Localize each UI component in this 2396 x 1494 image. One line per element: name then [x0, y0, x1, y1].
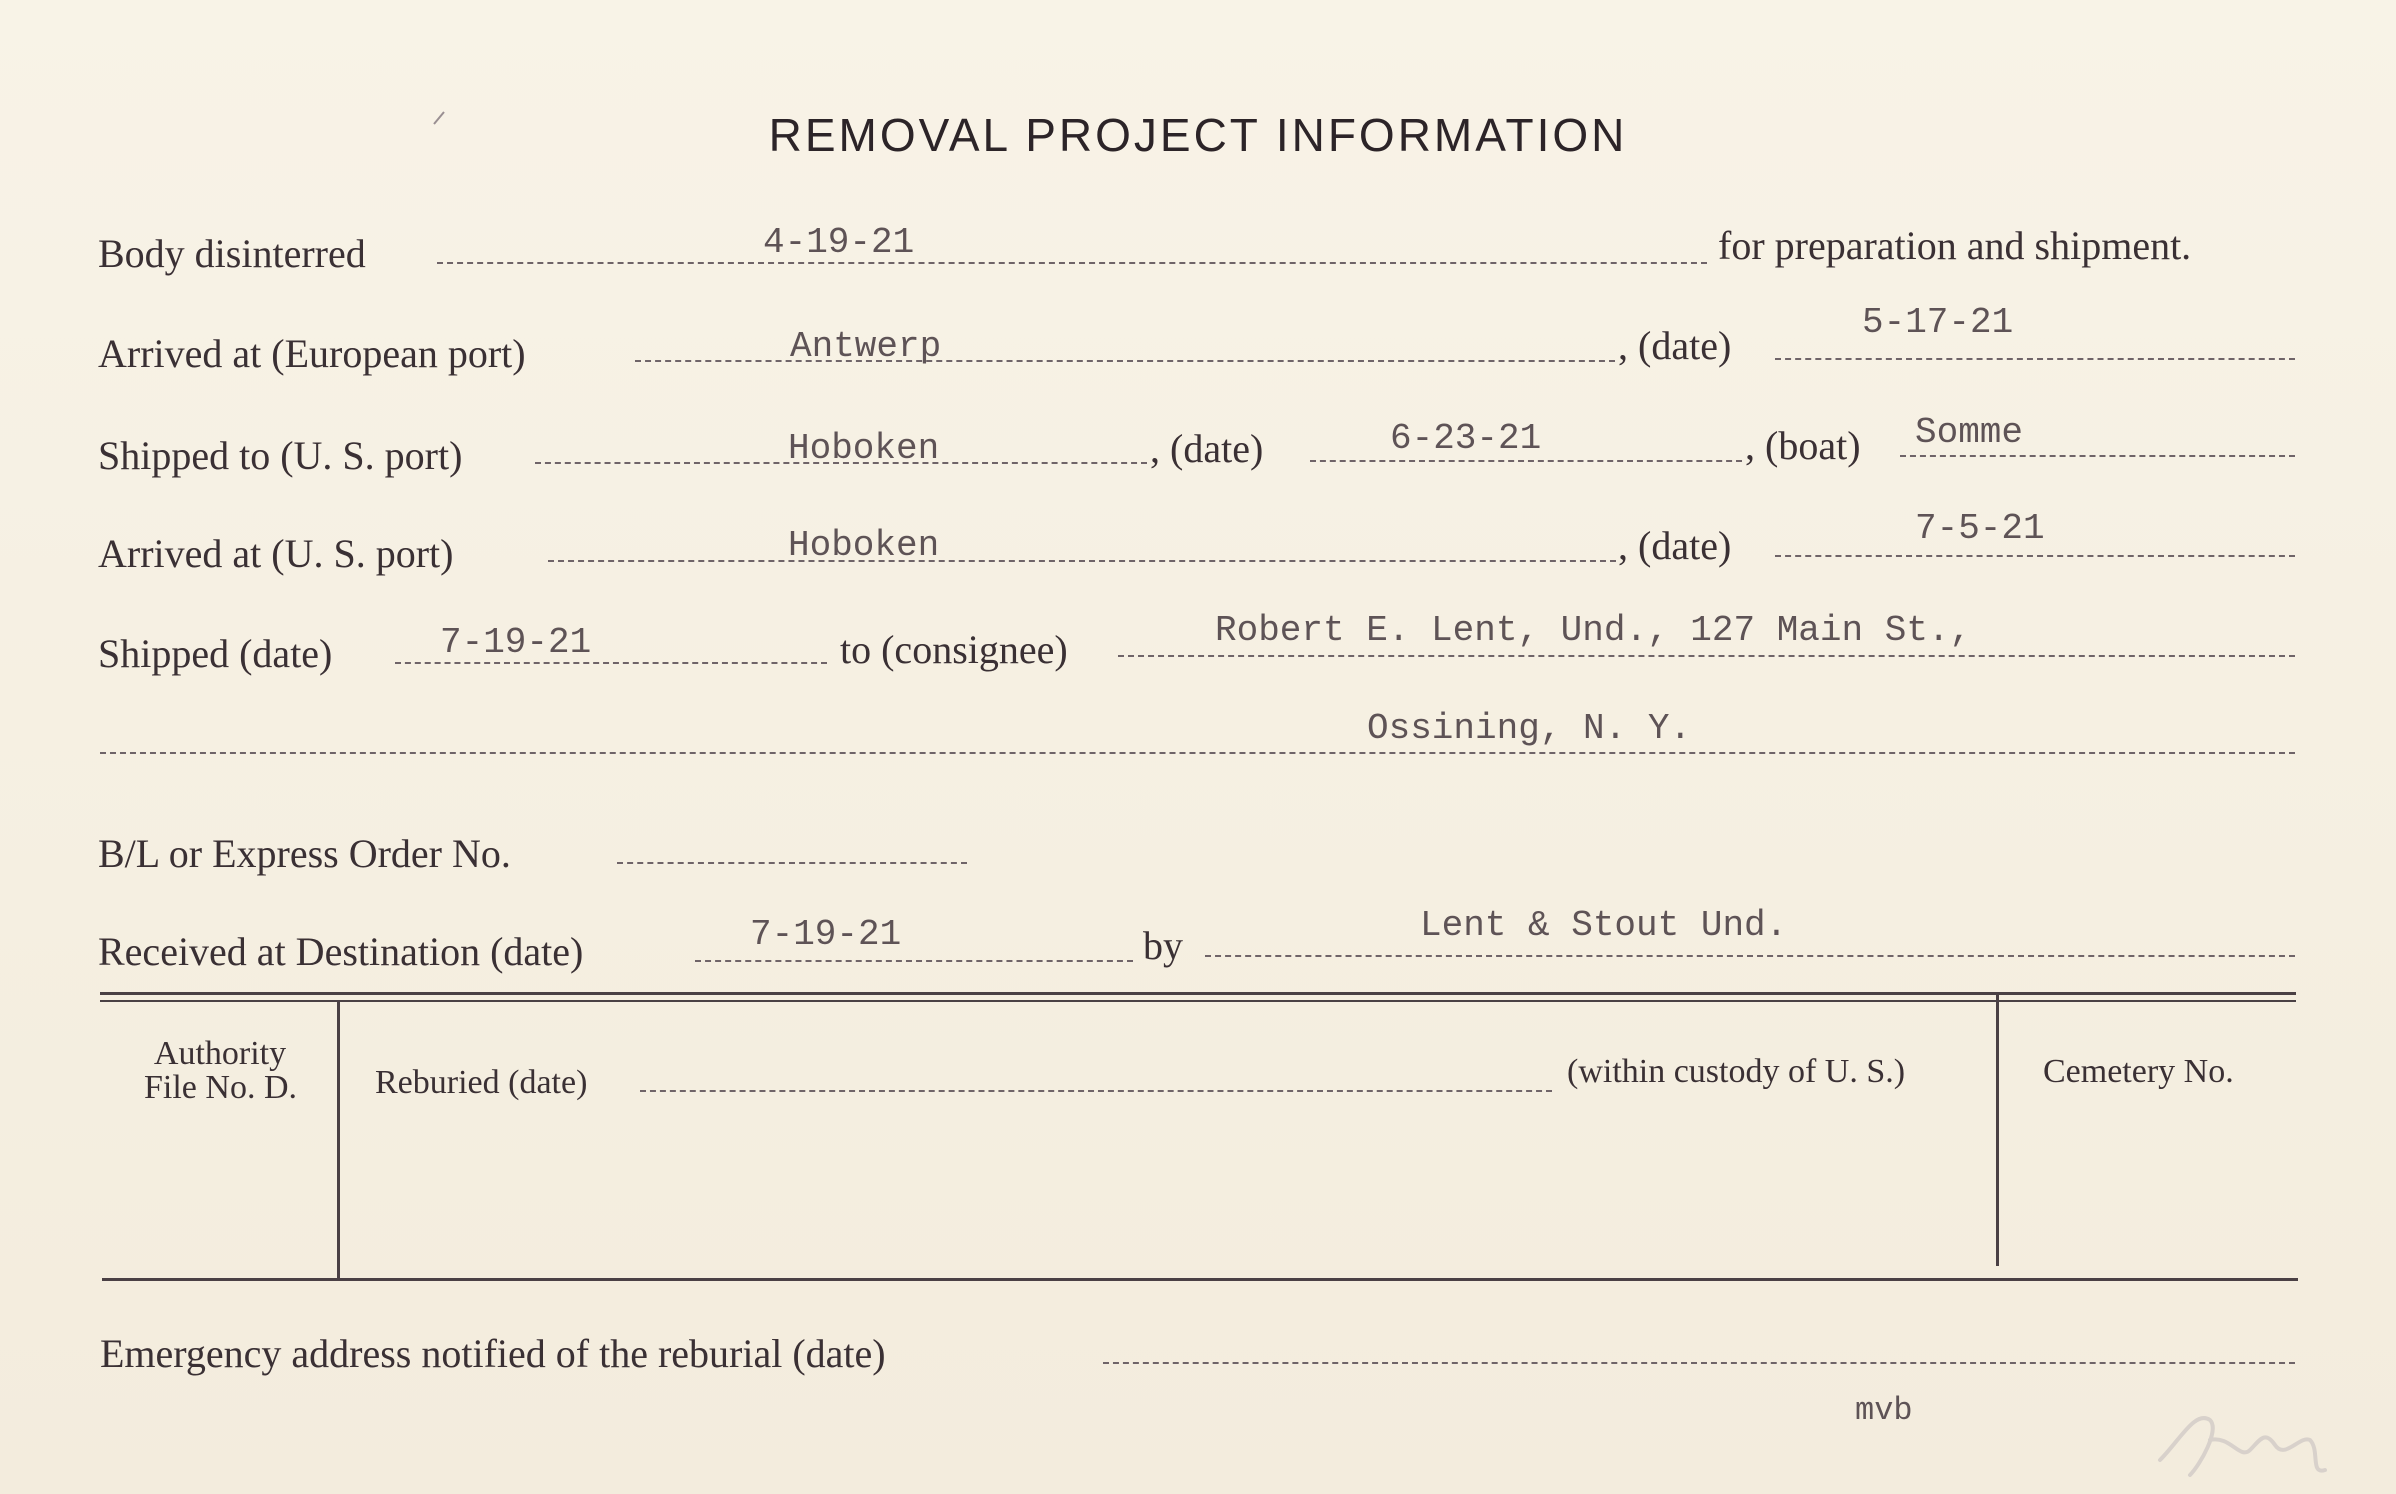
label-file-no: File No. D. [144, 1069, 297, 1106]
dotted-line-disinterred [437, 262, 1707, 264]
dotted-line-reburied [640, 1090, 1552, 1092]
label-within-custody: (within custody of U. S.) [1567, 1053, 1906, 1090]
dotted-line-us-port-arrived [548, 560, 1616, 562]
label-authority: Authority [153, 1035, 287, 1072]
label-date-2: , (date) [1150, 426, 1264, 471]
table-bottom-rule [102, 1278, 2298, 1281]
label-bl-order: B/L or Express Order No. [98, 831, 511, 876]
value-shipped-date: 6-23-21 [1390, 418, 1542, 459]
label-body-disinterred: Body disinterred [98, 231, 366, 276]
value-disinterred-date: 4-19-21 [763, 222, 915, 263]
label-date-1: , (date) [1618, 323, 1732, 368]
value-european-port: Antwerp [790, 326, 942, 367]
label-to-consignee: to (consignee) [840, 627, 1068, 672]
dotted-line-emergency [1103, 1362, 2295, 1364]
dotted-line-us-arrival-date [1775, 555, 2295, 557]
label-emergency-address: Emergency address notified of the reburial (date) [100, 1331, 886, 1376]
value-received-by: Lent & Stout Und. [1420, 905, 1788, 946]
label-boat: , (boat) [1745, 423, 1861, 468]
dotted-line-shipped-date [1310, 460, 1742, 462]
label-shipped-to-us-port: Shipped to (U. S. port) [98, 433, 463, 478]
label-arrived-european-port: Arrived at (European port) [98, 331, 526, 376]
label-for-preparation: for preparation and shipment. [1718, 223, 2192, 268]
value-received-date: 7-19-21 [750, 914, 902, 955]
table-top-rule [100, 992, 2296, 995]
form-title: REMOVAL PROJECT INFORMATION [768, 109, 1628, 161]
table-divider-right [1996, 994, 1999, 1266]
label-received-destination: Received at Destination (date) [98, 929, 584, 974]
value-consignee-date: 7-19-21 [440, 622, 592, 663]
typist-initials: mvb [1855, 1392, 1913, 1429]
dotted-line-received-date [695, 960, 1133, 962]
value-us-port-shipped: Hoboken [788, 428, 940, 469]
table-divider-left [337, 1002, 340, 1280]
value-us-arrival-date: 7-5-21 [1915, 508, 2045, 549]
label-arrived-us-port: Arrived at (U. S. port) [98, 531, 454, 576]
dotted-line-consignee-continued [100, 752, 2295, 754]
dotted-line-received-by [1205, 955, 2295, 957]
dotted-line-boat [1900, 455, 2295, 457]
label-date-3: , (date) [1618, 523, 1732, 568]
table-top-rule-inner [100, 1000, 2296, 1002]
margin-tick-mark [430, 108, 450, 128]
dotted-line-consignee [1118, 655, 2295, 657]
value-consignee-line2: Ossining, N. Y. [1367, 708, 1692, 749]
label-shipped-date: Shipped (date) [98, 631, 333, 676]
dotted-line-european-port [635, 360, 1615, 362]
pencil-mark [2150, 1380, 2350, 1490]
value-european-date: 5-17-21 [1862, 302, 2014, 343]
label-cemetery-no: Cemetery No. [2043, 1053, 2234, 1090]
dotted-line-european-date [1775, 358, 2295, 360]
dotted-line-bl-order [617, 862, 967, 864]
value-boat: Somme [1915, 412, 2024, 453]
label-by: by [1143, 923, 1183, 968]
value-consignee-line1: Robert E. Lent, Und., 127 Main St., [1215, 610, 1972, 651]
label-reburied: Reburied (date) [375, 1064, 588, 1101]
value-us-port-arrived: Hoboken [788, 525, 940, 566]
